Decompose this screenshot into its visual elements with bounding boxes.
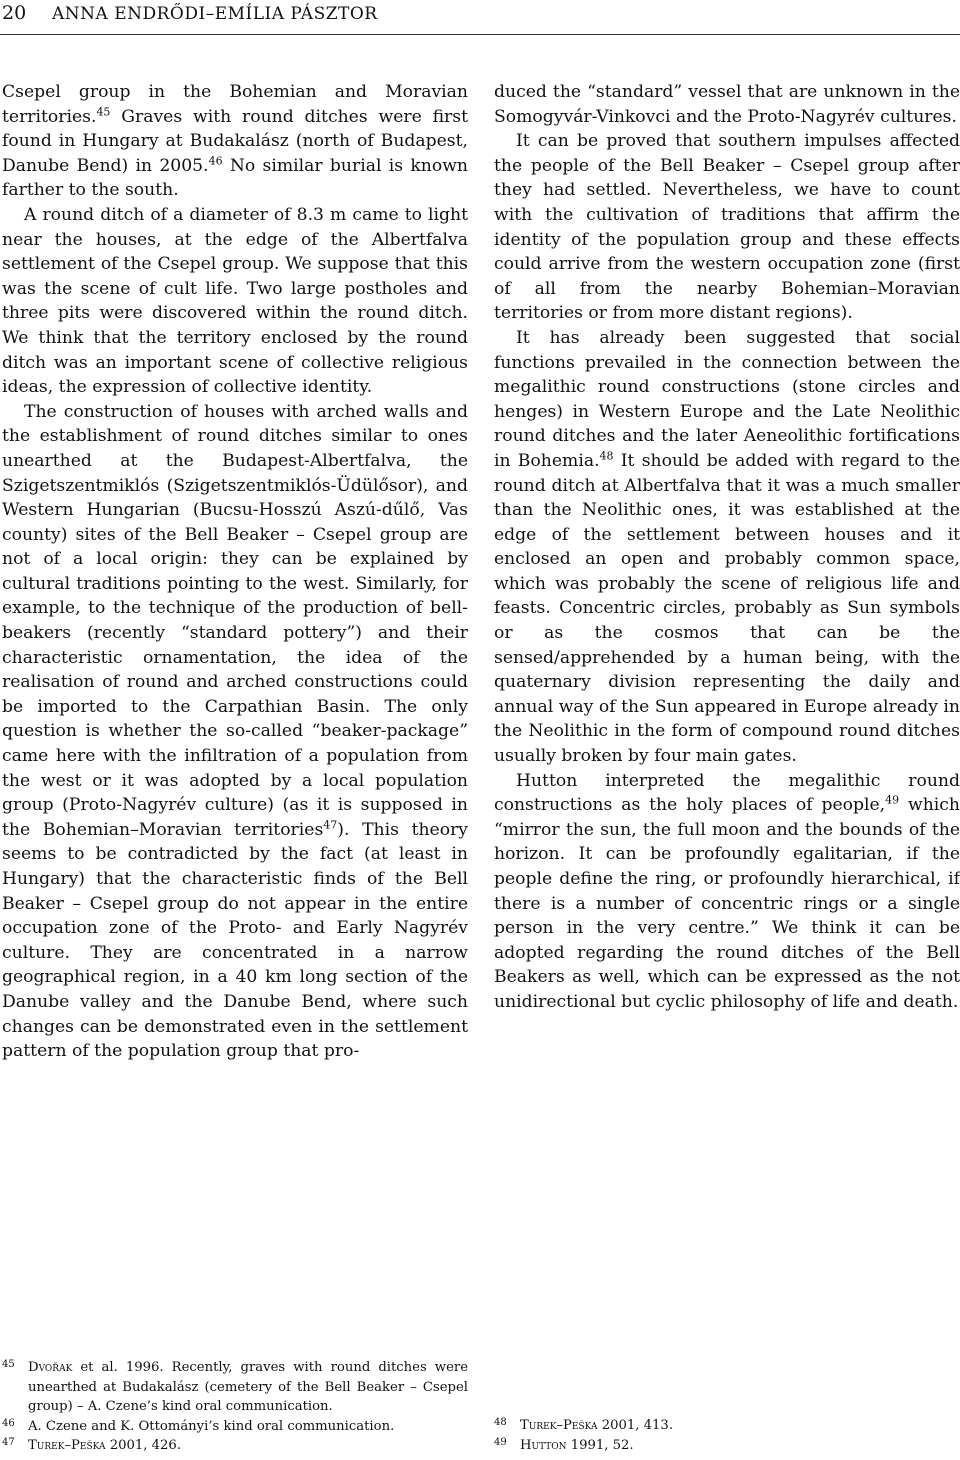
footnote-ref[interactable]: 48: [599, 449, 614, 463]
footnote: [494, 1416, 960, 1436]
footnote-ref[interactable]: 49: [885, 793, 900, 807]
footnote-ref[interactable]: 45: [96, 104, 111, 118]
footnote: [494, 1436, 960, 1456]
footnote-author: Turek–Peška: [520, 1418, 598, 1433]
text-run: Hutton interpreted the megalithic round constructions as the holy places of people,: [494, 770, 960, 816]
right-column: [494, 80, 960, 1015]
paragraph: [2, 400, 468, 1064]
paragraph: It can be proved that southern impulses affected the people of the Bell Beaker – Csepel group after they had settled. Nevertheless, we have to count with the cultivation of traditions that affirm the identity of the population group and these effects could arrive from the western occupation zone (first of all from the nearby Bohemian–Moravian territories or from more distant regions).: [494, 131, 960, 324]
footnote: [2, 1436, 468, 1456]
paragraph: [494, 326, 960, 769]
text-run: It should be added with regard to the round ditch at Albertfalva that it was a much smaller than the Neolithic ones, it was established at the edge of the settlement between houses and it enclosed an open and probably common space, which was probably the scene of religious life and feasts. Concentric circles, probably as Sun symbols or as the cosmos that can be the sensed/apprehended by a human being, with the quaternary division representing the daily and annual way of the Sun appeared in Europe already in the Neolithic in the form of compound round ditches usually broken by four main gates.: [494, 450, 960, 767]
paragraph: A round ditch of a diameter of 8.3 m came to light near the houses, at the edge of the Albertfalva settlement of the Csepel group. We suppose that this was the scene of cult life. Two large postholes and three pits were discovered within the round ditch. We think that the territory enclosed by the round ditch was an important scene of collective religious ideas, the expression of collective identity.: [2, 204, 468, 398]
footnote-text: et al. 1996. Recently, graves with round ditches were unearthed at Budakalász (cemetery of the Bell Beaker – Csepel group) – A. Czene’s kind oral communication.: [28, 1360, 468, 1414]
footnote-number: 45: [2, 1359, 15, 1370]
footnotes-right: [494, 1416, 960, 1455]
text-run: which “mirror the sun, the full moon and the bounds of the horizon. It can be profoundly egalitarian, if the people define the ring, or profoundly hierarchical, if there is a number of concentric rings or a single person in the very centre.” We think it can be adopted regarding the round ditches of the Bell Beakers as well, which can be expressed as the not unidirectional but cyclic philosophy of life and death.: [494, 795, 960, 1012]
footnote-number: 46: [2, 1417, 15, 1429]
left-column: [2, 80, 468, 1064]
text-run: No similar burial is known farther to the south.: [2, 155, 468, 201]
text-run: The construction of houses with arched walls and the establishment of round ditches similar to ones unearthed at the Budapest-Albertfalva, the Szigetszentmiklós (Szigetszentmiklós-Üdülősor), and Western Hungarian (Bucsu-Hosszú Aszú-dűlő, Vas county) sites of the Bell Beaker – Csepel group are not of a local origin: they can be explained by cultural traditions pointing to the west. Similarly, for example, to the technique of the production of bell-beakers (recently “standard pottery”) and their characteristic ornamentation, the idea of the realisation of round and arched constructions could be imported to the Carpathian Basin. The only question is whether the so-called “beaker-package” came here with the infiltration of a population from the west or it was adopted by a local population group (Proto-Nagyrév culture) (as it is supposed in the Bohemian–Moravian territories: [2, 401, 468, 840]
page-header: [0, 0, 960, 38]
footnote-number: 48: [494, 1417, 507, 1428]
footnote-ref[interactable]: 47: [323, 818, 338, 832]
footnote-text: 2001, 426.: [105, 1438, 182, 1453]
footnote-text: 1991, 52.: [566, 1437, 634, 1453]
footnote-author: Dvořak: [28, 1360, 73, 1375]
paragraph: [494, 769, 960, 1015]
text-run: ). This theory seems to be contradicted by the fact (at least in Hungary) that the characteristic finds of the Bell Beaker – Csepel group do not appear in the entire occupation zone of the Proto- and Early Nagyrév culture. They are concentrated in a narrow geographical region, in a 40 km long section of the Danube valley and the Danube Bend, where such changes can be demonstrated even in the settlement pattern of the population group that pro-: [2, 819, 468, 1062]
text-run: It has already been suggested that social functions prevailed in the connection between the megalithic round constructions (stone circles and henges) in Western Europe and the Late Neolithic round ditches and the later Aeneolithic fortifications in Bohemia.: [494, 327, 960, 471]
footnote-author: Hutton: [520, 1437, 567, 1453]
footnote-number: 49: [494, 1436, 507, 1448]
paragraph: duced the “standard” vessel that are unknown in the Somogyvár-Vinkovci and the Proto-Nagyrév cultures.: [494, 82, 960, 127]
footnotes-left: [2, 1358, 468, 1456]
footnote: [2, 1358, 468, 1417]
page-number: 20: [2, 2, 27, 24]
running-head: ANNA ENDRŐDI–EMÍLIA PÁSZTOR: [52, 4, 378, 24]
footnote-number: 47: [2, 1437, 15, 1448]
header-rule: [0, 34, 960, 35]
footnote-author: Turek–Peška: [28, 1438, 106, 1453]
footnote-text: 2001, 413.: [597, 1418, 674, 1433]
paragraph: [2, 80, 468, 203]
footnote-ref[interactable]: 46: [208, 154, 223, 168]
text-run: Graves with round ditches were first found in Hungary at Budakalász (north of Budapest, Danube Bend) in 2005.: [2, 106, 468, 176]
text-run: Csepel group in the Bohemian and Moravian territories.: [2, 82, 468, 127]
footnote-text: A. Czene and K. Ottományi’s kind oral communication.: [28, 1418, 395, 1434]
footnote: [2, 1417, 468, 1437]
